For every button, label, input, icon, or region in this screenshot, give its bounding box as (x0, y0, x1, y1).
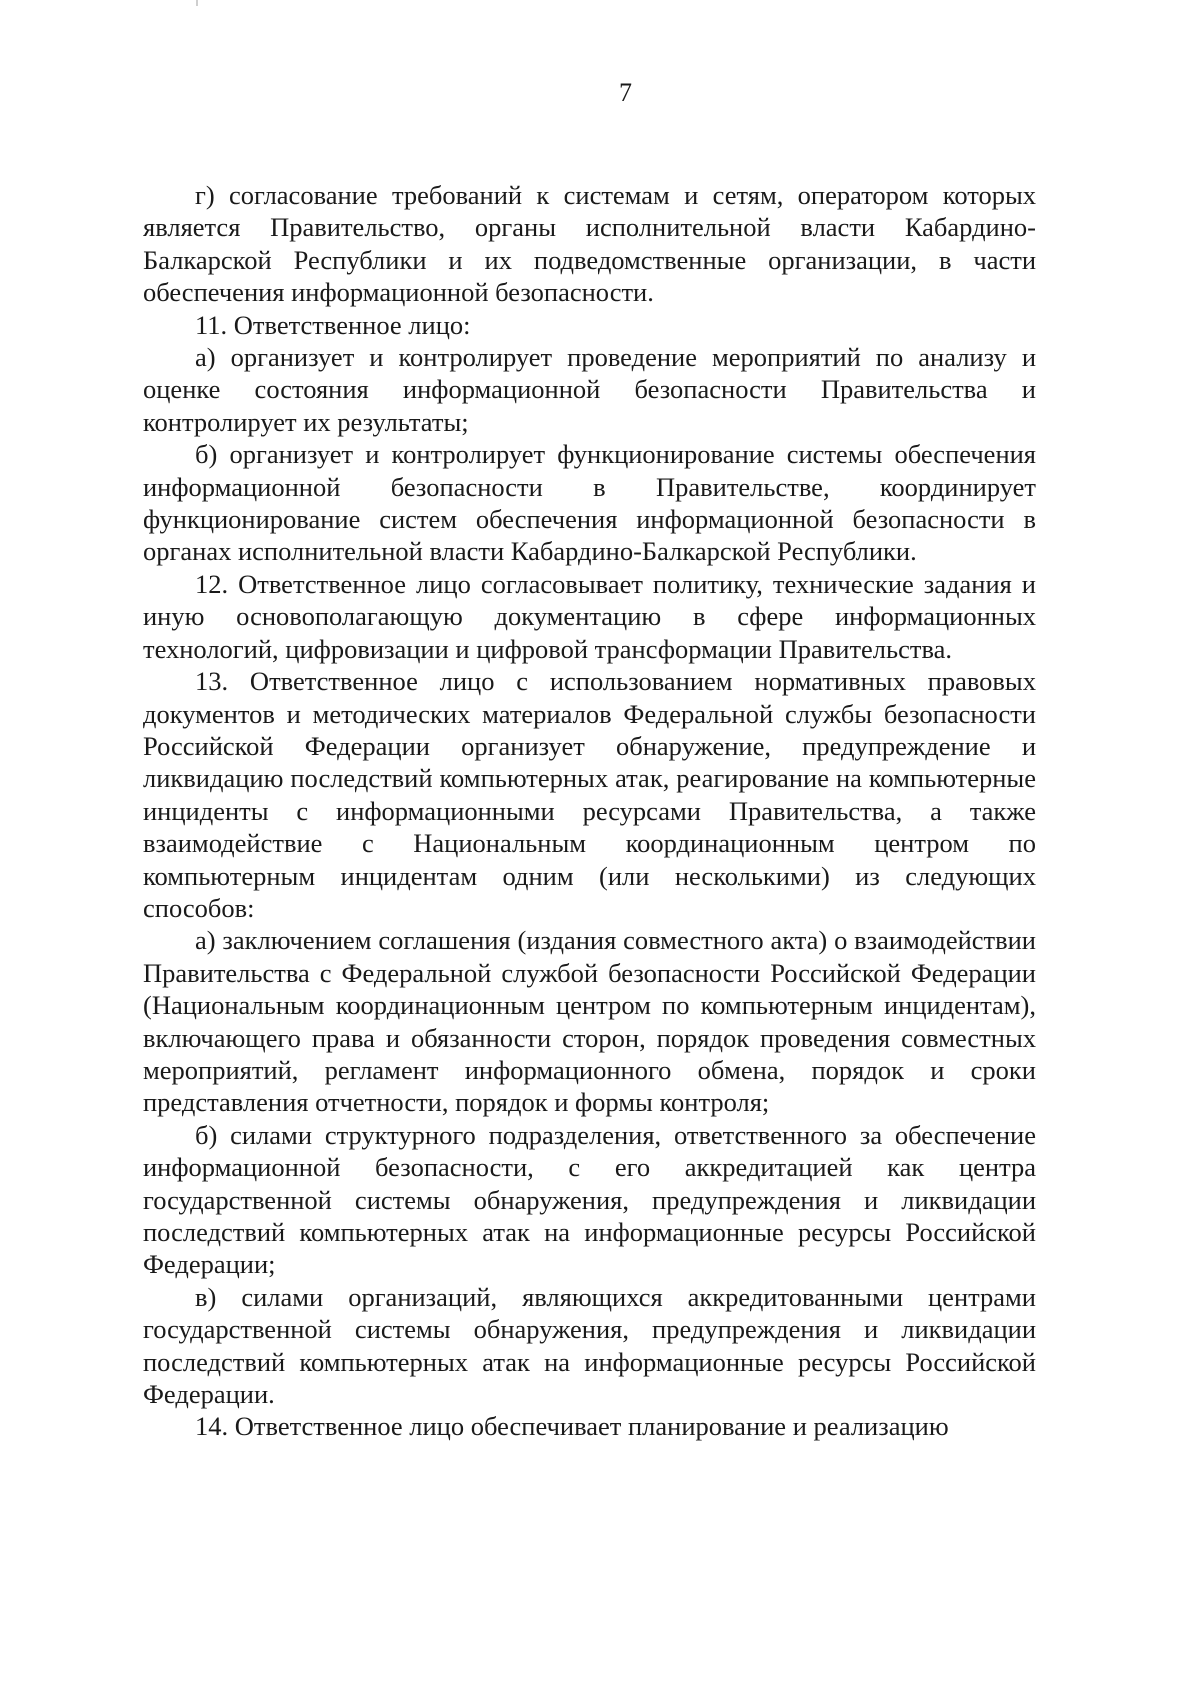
paragraph-clause-14: 14. Ответственное лицо обеспечивает планирование и реализацию (195, 1411, 949, 1442)
paragraph-clause-11-b: б) организует и контролирует функционирование системы обеспечения информационной безопасности в Правительстве, координирует функционирование систем обеспечения информационной безопасности в органах исполнительной власти Кабардино-Балкарской Республики. (143, 439, 1036, 567)
paragraph-item-g: г) согласование требований к системам и сетям, оператором которых является Правительство, органы исполнительной власти Кабардино-Балкарской Республики и их подведомственные организации, в части обеспечения информационной безопасности. (143, 180, 1036, 308)
page-number: 7 (619, 78, 632, 107)
paragraph-clause-13: 13. Ответственное лицо с использованием нормативных правовых документов и методических материалов Федеральной службы безопасности Российской Федерации организует обнаружение, предупреждение и ликвидацию последствий компьютерных атак, реагирование на компьютерные инциденты с информационными ресурсами Правительства, а также взаимодействие с Национальным координационным центром по компьютерным инцидентам одним (или несколькими) из следующих способов: (143, 666, 1036, 923)
paragraph-clause-13-a: а) заключением соглашения (издания совместного акта) о взаимодействии Правительства с Федеральной службой безопасности Российской Федерации (Национальным координационным центром по компьютерным инцидентам), включающего права и обязанности сторон, порядок проведения совместных мероприятий, регламент информационного обмена, порядок и сроки представления отчетности, порядок и формы контроля; (143, 925, 1036, 1118)
paragraph-clause-11: 11. Ответственное лицо: (195, 309, 471, 340)
scan-artifact (196, 0, 198, 6)
paragraph-clause-12: 12. Ответственное лицо согласовывает политику, технические задания и иную основополагающую документацию в сфере информационных технологий, цифровизации и цифровой трансформации Правительства. (143, 568, 1036, 664)
document-body (143, 179, 1036, 1443)
paragraph-clause-11-a: а) организует и контролирует проведение мероприятий по анализу и оценке состояния информационной безопасности Правительства и контролирует их результаты; (143, 342, 1036, 437)
paragraph-clause-13-b: б) силами структурного подразделения, ответственного за обеспечение информационной безопасности, с его аккредитацией как центра государственной системы обнаружения, предупреждения и ликвидации последствий компьютерных атак на информационные ресурсы Российской Федерации; (143, 1119, 1036, 1280)
paragraph-clause-13-v: в) силами организаций, являющихся аккредитованными центрами государственной системы обнаружения, предупреждения и ликвидации последствий компьютерных атак на информационные ресурсы Российской Федерации. (143, 1281, 1036, 1410)
